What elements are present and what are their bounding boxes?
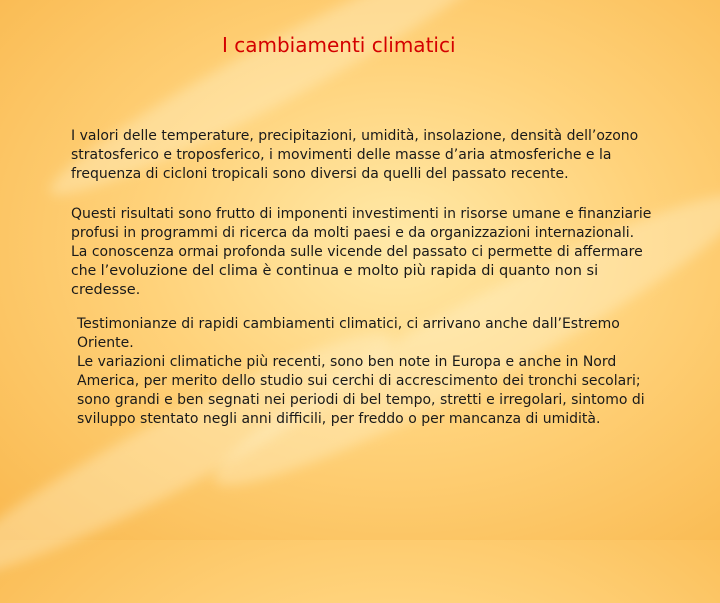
emphasized-text: l’evoluzione del clima è continua e molto più rapida di quanto non si — [100, 263, 599, 279]
text-line: Le variazioni climatiche più recenti, sono ben note in Europa e anche in Nord — [77, 354, 617, 370]
slide-title: I cambiamenti climatici — [222, 33, 456, 57]
text-line: Oriente. — [77, 335, 134, 351]
text-line-trail: . — [135, 282, 141, 298]
text-line: sono grandi e ben segnati nei periodi di bel tempo, stretti e irregolari, sintomo di — [77, 392, 645, 408]
text-line: America, per merito dello studio sui cerchi di accrescimento dei tronchi secolari; — [77, 373, 641, 389]
emphasized-text: credesse — [71, 282, 136, 298]
text-line: I valori delle temperature, precipitazioni, umidità, insolazione, densità dell’ozono — [71, 128, 639, 144]
text-line: La conoscenza ormai profonda sulle vicende del passato ci permette di affermare — [71, 244, 643, 260]
text-line: Questi risultati sono frutto di imponenti investimenti in risorse umane e finanziarie — [71, 206, 652, 222]
text-line: Testimonianze di rapidi cambiamenti climatici, ci arrivano anche dall’Estremo — [77, 316, 620, 332]
text-line: stratosferico e troposferico, i movimenti delle masse d’aria atmosferiche e la — [71, 147, 612, 163]
paragraph-research-results — [71, 205, 671, 300]
paragraph-climate-values — [71, 127, 661, 184]
text-line: sviluppo stentato negli anni difficili, per freddo o per mancanza di umidità. — [77, 411, 601, 427]
text-line: frequenza di cicloni tropicali sono diversi da quelli del passato recente. — [71, 166, 569, 182]
text-line-lead: che — [71, 263, 101, 279]
text-line: profusi in programmi di ricerca da molti paesi e da organizzazioni internazionali. — [71, 225, 635, 241]
paragraph-testimonies — [77, 315, 677, 429]
